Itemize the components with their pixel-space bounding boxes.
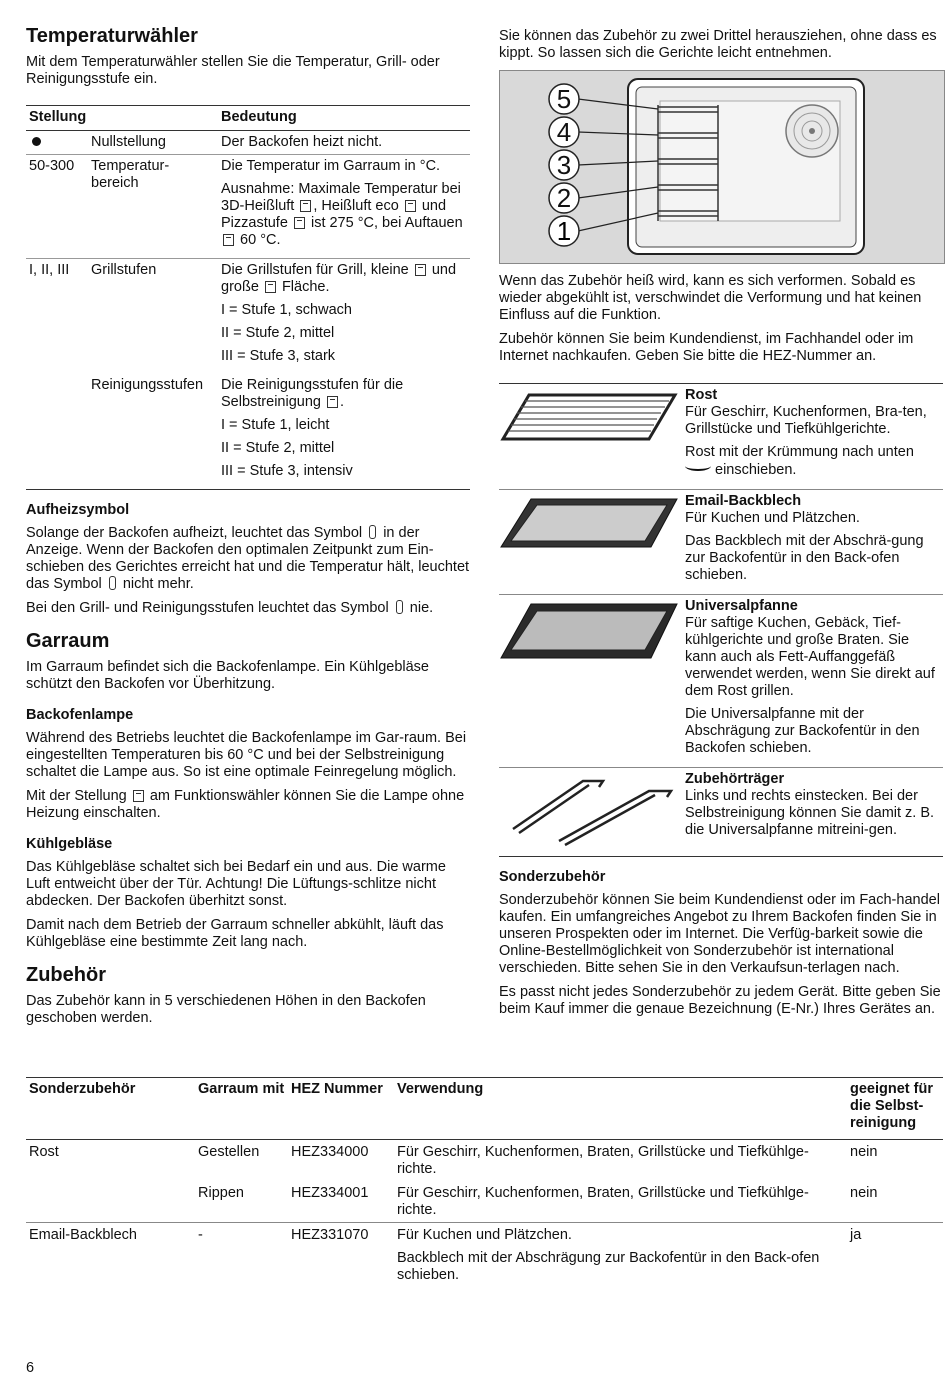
self-clean-icon: [327, 396, 338, 408]
lampe-p1: Während des Betriebs leuchtet die Backofenlampe im Gar-raum. Bei eingestellten Temperaturen bis 60 °C und bei der Selbstreinigung schaltet die Lampe aus. So ist eine optimale Feinregelung möglich.: [26, 730, 467, 780]
level-1-label: 1: [556, 216, 572, 246]
right-column: [499, 28, 943, 1025]
kuehl-p1: Das Kühlgebläse schaltet sich bei Bedarf ein und aus. Die warme Luft entweicht über der Tür. Achtung! Die Lüftungs-schlitze nicht abdecken. Der Backofen überhitzt sonst.: [26, 859, 446, 909]
rost-name: Rost: [685, 387, 718, 403]
accessory-list: [499, 383, 943, 857]
oven-drawing: [500, 71, 944, 263]
level-4-label: 4: [556, 117, 572, 147]
aufheiz-p1: Solange der Backofen aufheizt, leuchtet das Symbol in der Anzeige. Wenn der Backofen den optimalen Zeitpunkt zum Ein-schieben des Gerichtes erreicht hat und die Temperatur hält, leuchtet das Symbol nicht mehr.: [26, 525, 470, 592]
null-name: Nullstellung: [91, 134, 166, 150]
defrost-icon: [223, 234, 234, 246]
accessory-rost: [499, 384, 943, 490]
universalpfanne-image: [499, 598, 685, 763]
heading-aufheizsymbol: Aufheizsymbol: [26, 502, 130, 518]
temp-desc: Die Temperatur im Garraum in °C.: [221, 158, 441, 174]
grill-stufe-3: III = Stufe 3, stark: [221, 348, 336, 364]
level-2-label: 2: [556, 183, 572, 213]
email-note: Das Backblech mit der Abschrä-gung zur Backofentür in den Back-ofen schieben.: [685, 533, 924, 583]
sonderzubehoer-table-wrap: [26, 1077, 943, 1293]
hotair-eco-icon: [405, 200, 416, 212]
pizza-icon: [294, 217, 305, 229]
temp-name: Temperatur-bereich: [88, 155, 218, 259]
col-stellung: Stellung: [26, 106, 218, 131]
temp-intro: Mit dem Temperaturwähler stellen Sie die Temperatur, Grill- oder Reinigungsstufe ein.: [26, 54, 440, 87]
3d-hotair-icon: [300, 200, 311, 212]
table-row: Rost Gestellen HEZ334000 Für Geschirr, Kuchenformen, Braten, Grillstücke und Tiefkühlge-richte. nein: [29, 1144, 878, 1177]
grill-stufe-1: I = Stufe 1, schwach: [221, 302, 352, 318]
heading-backofenlampe: Backofenlampe: [26, 707, 134, 723]
col-verwendung: Verwendung: [394, 1078, 847, 1140]
heading-sonderzubehoer: Sonderzubehör: [499, 869, 606, 885]
curve-down-icon: [685, 461, 711, 471]
null-dot-icon: [32, 137, 41, 146]
thermometer-icon: [109, 576, 116, 590]
grill-name: Grillstufen: [88, 259, 218, 375]
clean-stufe-2: II = Stufe 2, mittel: [221, 440, 335, 456]
kuehl-p2: Damit nach dem Betrieb der Garraum schneller abkühlt, läuft das Kühlgebläse eine bestimmte Zeit lang nach.: [26, 917, 444, 950]
rost-desc: Für Geschirr, Kuchenformen, Bra-ten, Grillstücke und Tiefkühlgerichte.: [685, 404, 927, 437]
email-desc: Für Kuchen und Plätzchen.: [685, 510, 860, 526]
uni-name: Universalpfanne: [685, 598, 798, 614]
grill-pos: I, II, III: [26, 259, 88, 375]
heading-kuehlgeblaese: Kühlgebläse: [26, 836, 113, 852]
col-garraum: Garraum mit: [195, 1078, 288, 1140]
zubehoer-intro: Sie können das Zubehör zu zwei Drittel herausziehen, ohne dass es kippt. So lassen sich die Gerichte leicht entnehmen.: [499, 28, 937, 61]
level-3-label: 3: [556, 150, 572, 180]
clean-stufe-1: I = Stufe 1, leicht: [221, 417, 330, 433]
clean-stufe-3: III = Stufe 3, intensiv: [221, 463, 353, 479]
accessory-email-backblech: [499, 490, 943, 595]
traeger-image: [499, 771, 685, 852]
grill-desc: Die Grillstufen für Grill, kleine und große Fläche.: [221, 262, 457, 295]
uni-desc: Für saftige Kuchen, Gebäck, Tief-kühlgerichte und große Braten. Sie kann auch als Fett-Auffanggefäß verwendet werden, wenn Sie direkt auf dem Rost grillen.: [685, 615, 935, 699]
temp-pos: 50-300: [26, 155, 88, 259]
email-name: Email-Backblech: [685, 493, 802, 509]
accessory-universalpfanne: [499, 595, 943, 768]
accessory-zubehoertraeger: [499, 768, 943, 857]
table-row: Email-Backblech - HEZ331070 Für Kuchen und Plätzchen. Backblech mit der Abschrägung zur Backofentür in den Back-ofen schieben. ja: [26, 1223, 943, 1294]
heading-garraum: Garraum: [26, 630, 110, 652]
col-bedeutung: Bedeutung: [218, 106, 470, 131]
col-selbstreinigung: geeignet für die Selbst-reinigung: [847, 1078, 943, 1140]
traeger-desc: Links und rechts einstecken. Bei der Selbstreinigung können Sie damit z. B. die Universalpfanne mitreini-gen.: [685, 788, 935, 838]
uni-note: Die Universalpfanne mit der Abschrägung zur Backofentür in den Backofen schieben.: [685, 706, 920, 756]
lampe-p2: Mit der Stellung am Funktionswähler können Sie die Lampe ohne Heizung einschalten.: [26, 788, 465, 821]
hot-note: Wenn das Zubehör heiß wird, kann es sich verformen. Sobald es wieder abgekühlt ist, verschwindet die Verformung und hat keinen Einfluss auf die Funktion.: [499, 273, 922, 323]
clean-desc: Die Reinigungsstufen für die Selbstreinigung .: [221, 377, 404, 410]
grill-large-icon: [265, 281, 276, 293]
garraum-p: Im Garraum befindet sich die Backofenlampe. Ein Kühlgebläse schützt den Backofen vor Überhitzung.: [26, 659, 429, 692]
temp-exception: Ausnahme: Maximale Temperatur bei 3D-Heißluft , Heißluft eco und Pizzastufe ist 275 °C, bei Auftauen 60 °C.: [221, 181, 463, 248]
oven-levels-illustration: [499, 70, 945, 264]
grill-small-icon: [415, 264, 426, 276]
sonderzubehoer-table: [26, 1077, 943, 1293]
heading-temperaturwaehler: Temperaturwähler: [26, 25, 198, 47]
aufheiz-p2: Bei den Grill- und Reinigungsstufen leuchtet das Symbol nie.: [26, 600, 434, 616]
col-sonderzubehoer: Sonderzubehör: [26, 1078, 195, 1140]
null-desc: Der Backofen heizt nicht.: [221, 134, 383, 150]
thermometer-icon: [396, 600, 403, 614]
sonder-p2: Es passt nicht jedes Sonderzubehör zu jedem Gerät. Bitte geben Sie beim Kauf immer die genaue Bezeichnung (E-Nr.) Ihres Gerätes an.: [499, 984, 941, 1017]
grill-stufe-2: II = Stufe 2, mittel: [221, 325, 335, 341]
left-column: [26, 24, 470, 1034]
clean-name: Reinigungsstufen: [91, 377, 204, 393]
heading-zubehoer: Zubehör: [26, 964, 106, 986]
rost-note: Rost mit der Krümmung nach unten einschieben.: [685, 444, 914, 478]
thermometer-icon: [369, 525, 376, 539]
buy-note: Zubehör können Sie beim Kundendienst, im Fachhandel oder im Internet nachkaufen. Geben Sie bitte die HEZ-Nummer an.: [499, 331, 914, 364]
backblech-image: [499, 493, 685, 590]
temperature-table: [26, 105, 470, 490]
zubehoer-p: Das Zubehör kann in 5 verschiedenen Höhen in den Backofen geschoben werden.: [26, 993, 426, 1026]
level-5-label: 5: [556, 84, 572, 114]
traeger-name: Zubehörträger: [685, 771, 785, 787]
rost-image: [499, 387, 685, 485]
col-hez: HEZ Nummer: [288, 1078, 394, 1140]
lamp-icon: [133, 790, 144, 802]
page-number: 6: [26, 1360, 35, 1376]
sonder-p1: Sonderzubehör können Sie beim Kundendienst oder im Fach-handel kaufen. Ein umfangreiches Angebot zu Ihrem Backofen finden Sie in unseren Prospekten oder im Internet. Die Verfüg-barkeit sowie die Online-Bestellmöglichkeit von Sonderzubehör ist international verschieden. Bitte sehen Sie in den Verkaufsun-terlagen nach.: [499, 892, 940, 976]
table-row: Rippen HEZ334001 Für Geschirr, Kuchenformen, Braten, Grillstücke und Tiefkühlge-richte. nein: [198, 1185, 878, 1218]
